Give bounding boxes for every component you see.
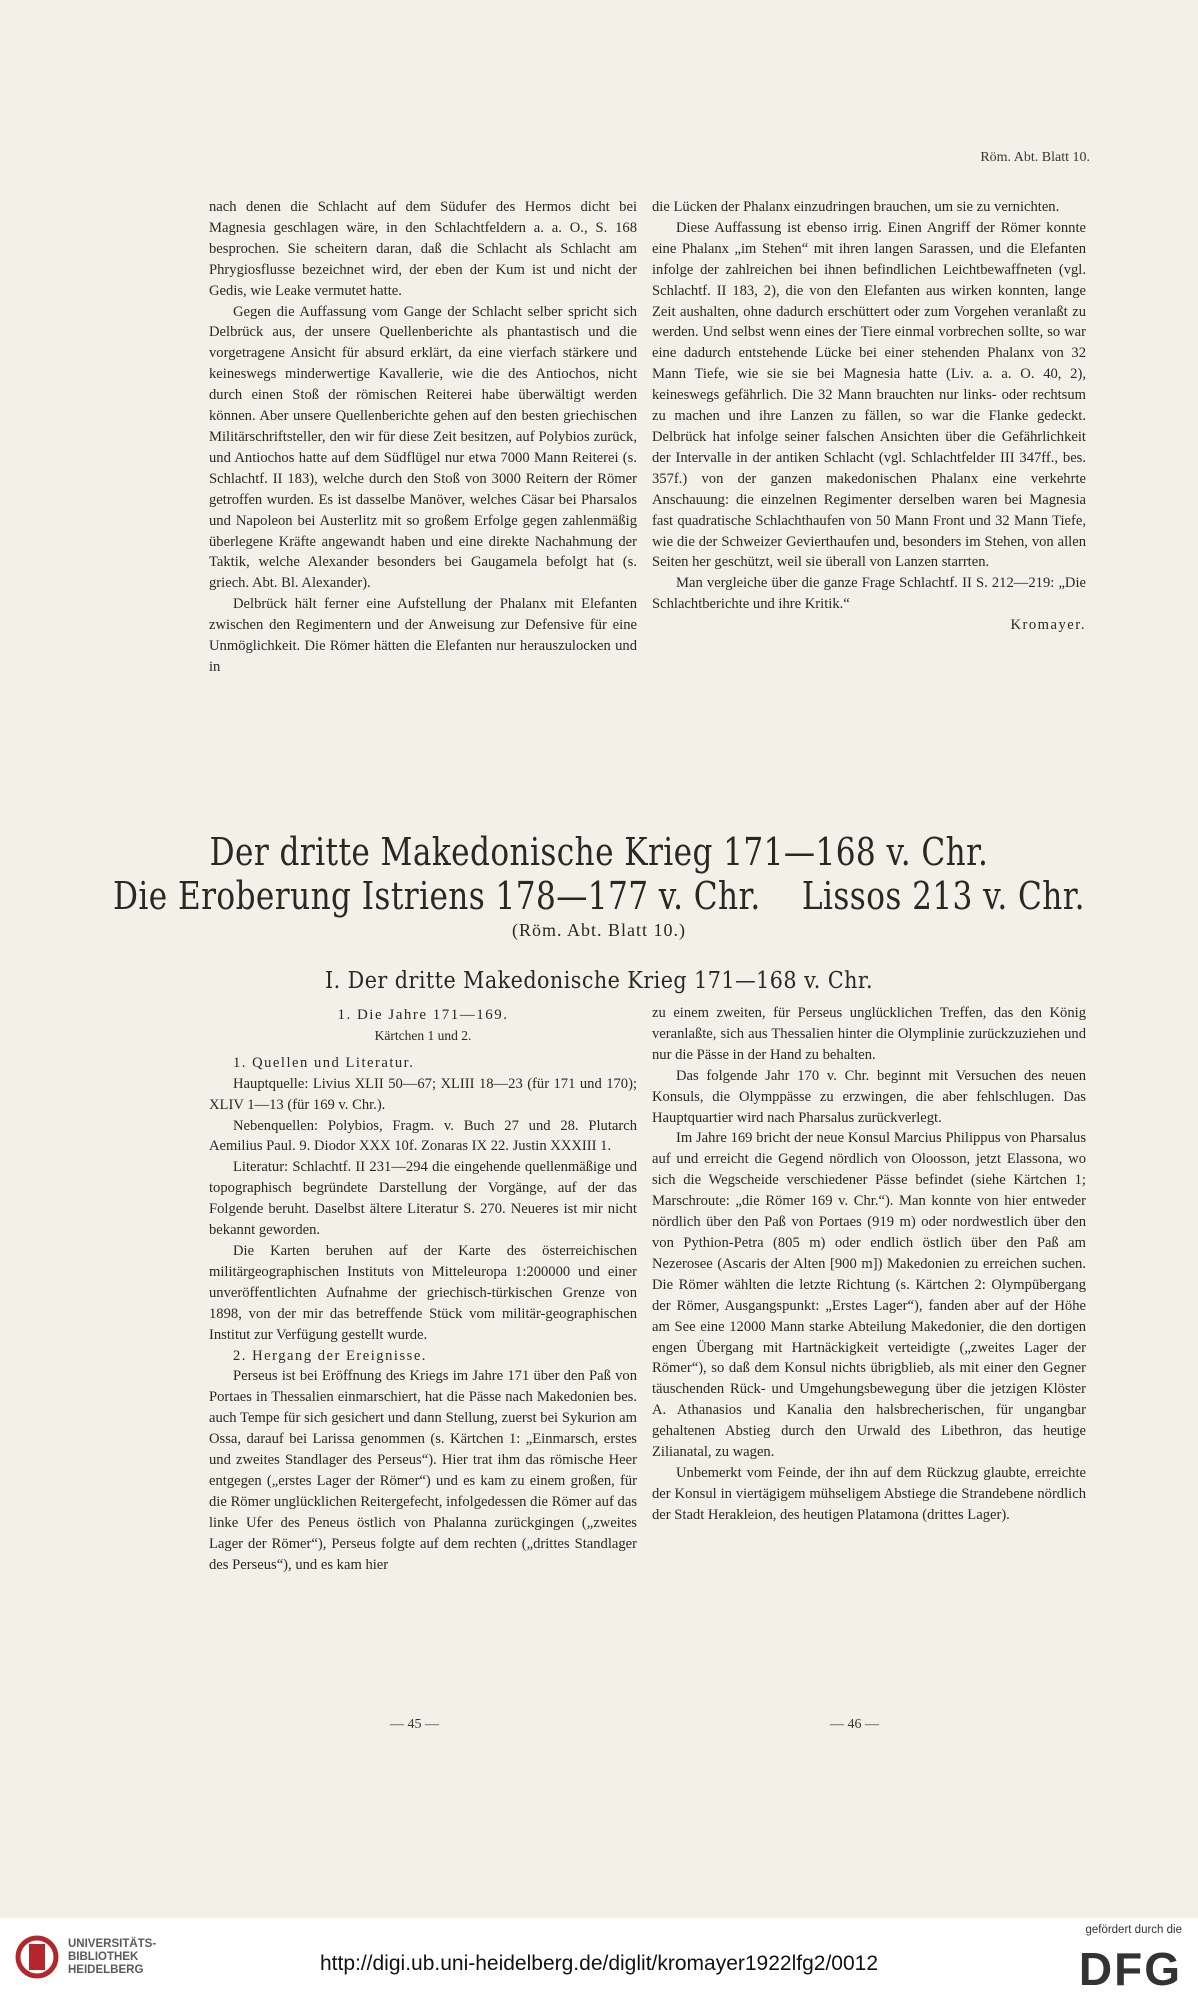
paragraph: Delbrück hält ferner eine Aufstellung der Phalanx mit Elefanten zwischen den Regimentern und der Anweisung zur Defensive für eine Unmöglichkeit. Die Römer hätten die Elefanten nur herauszulocken und in	[209, 596, 637, 675]
library-line: HEIDELBERG	[68, 1964, 144, 1976]
paragraph: zu einem zweiten, für Perseus unglücklichen Treffen, das den König veranlaßte, sich aus Thessalien hinter die Olymplinie zurückzuziehen und nur die Pässe in der Hand zu behalten.	[652, 1005, 1086, 1063]
paragraph: Unbemerkt vom Feinde, der ihn auf dem Rückzug glaubte, erreichte der Konsul in viertägigem mühseligem Abstiege die Strandebene nördlich der Stadt Herakleion, des heutigen Platamona (drittes Lager).	[652, 1464, 1086, 1523]
funding-note: gefördert durch die	[1085, 1924, 1182, 1936]
permalink-url[interactable]: http://digi.ub.uni-heidelberg.de/diglit/kromayer1922lfg2/0012	[319, 1952, 879, 1975]
page-number-left: — 45 —	[390, 1717, 439, 1732]
heading-events: 2. Hergang der Ereignisse.	[233, 1347, 427, 1364]
paragraph: Nebenquellen: Polybios, Fragm. v. Buch 27 und 28. Plutarch Aemilius Paul. 9. Diodor XXX 10f. Zonaras IX 22. Justin XXXIII 1.	[209, 1117, 637, 1155]
section-heading: I. Der dritte Makedonische Krieg 171—168 v. Chr.	[324, 968, 873, 994]
author-signature: Kromayer.	[1010, 617, 1086, 634]
top-left-column	[209, 197, 637, 678]
top-right-column	[652, 197, 1086, 636]
paragraph: Gegen die Auffassung vom Gange der Schlacht selber spricht sich Delbrück aus, der unsere Quellenberichte als phantastisch und die vorgetragene Ansicht für absurd erklärt, da eine vierfach stärkere und keineswegs minderwertige Kavallerie, wie die des Antiochos, nicht durch einen Stoß der römischen Reiterei habe überwältigt werden können. Aber unsere Quellenberichte gehen auf den besten griechischen Militärschriftsteller, den wir für diese Zeit besitzen, auf Polybios zurück, und Antiochos hatte auf dem Südflügel nur etwa 7000 Mann Reiterei (s. Schlachtf. II 183), welche durch den Stoß von 3000 Reitern der Römer getroffen wurden. Es ist dasselbe Manöver, welches Cäsar bei Pharsalos und Napoleon bei Austerlitz mit so großem Erfolge gegen zahlenmäßig überlegene Kräfte angewandt haben und eine direkte Nachahmung der Taktik, welche Alexander besonders bei Gaugamela befolgt hat (s. griech. Abt. Bl. Alexander).	[209, 303, 637, 592]
paragraph: Die Karten beruhen auf der Karte des österreichischen militärgeographischen Instituts von Mitteleuropa 1:200000 und einer unveröffentlichten Aufnahme der griechisch-türkischen Grenze von 1898, von der mir das betreffende Stück vom militär-geographischen Institut zur Verfügung gestellt wurde.	[209, 1242, 637, 1343]
paragraph: die Lücken der Phalanx einzudringen brauchen, um sie zu vernichten.	[652, 199, 1060, 215]
paragraph: Perseus ist bei Eröffnung des Kriegs im Jahre 171 über den Paß von Portaes in Thessalien einmarschiert, hat die Pässe nach Makedonien bes. auch Tempe für sich gesichert und dann Stellung, zuerst bei Sykurion am Ossa, darauf bei Larissa genommen (s. Kärtchen 1: „Einmarsch, erstes und zweites Standlager des Perseus“). Hier trat ihm das römische Heer entgegen („erstes Lager der Römer“) und es kam zu einem großen, für die Römer unglücklichen Reitergefecht, infolgedessen die Römer auf das linke Ufer des Peneus östlich von Phalanna zurückgingen („zweites Lager der Römer“), Perseus folgte auf dem rechten („drittes Standlager des Perseus“), und es kam hier	[209, 1368, 637, 1573]
map-reference: Kärtchen 1 und 2.	[374, 1027, 472, 1043]
subtitle: (Röm. Abt. Blatt 10.)	[512, 920, 686, 940]
paragraph: Im Jahre 169 bricht der neue Konsul Marcius Philippus von Pharsalus auf und erreicht die Gegend nördlich von Oloosson, jetzt Elassona, wo sich die Wegscheide verschiedener Pässe befindet (siehe Kärtchen 1; Marschroute: „die Römer 169 v. Chr.“). Man konnte von hier entweder nördlich über den Paß von Portaes (919 m) oder nordwestlich über den von Pythion-Petra (805 m) oder endlich östlich über den Paß am Nezerosee (Ascaris der Alten [900 m]) Makedonien zu erreichen suchen. Die Römer wählten die letzte Richtung (s. Kärtchen 2: Olympübergang der Römer, Ausgangspunkt: „Erstes Lager“), fanden aber auf der Höhe am See eine 12000 Mann starke Abteilung Makedonier, die den dortigen engen Übergang mit Hartnäckigkeit verteidigte („zweites Lager der Römer“), so daß dem Konsul nichts übrigblieb, als mit einer den Gegner täuschenden Rück- und Umgehungsbewegung über die jetzigen Klöster A. Athanasios und Kanalia den halsbrecherischen, für ungangbar gehaltenen Abstieg durch den Urwald des Libethron, das heutige Zilianatal, zu wagen.	[652, 1130, 1086, 1461]
library-line: BIBLIOTHEK	[68, 1951, 139, 1963]
paragraph: Man vergleiche über die ganze Frage Schlachtf. II S. 212—219: „Die Schlachtberichte und ihre Kritik.“	[652, 575, 1086, 613]
paragraph: Das folgende Jahr 170 v. Chr. beginnt mit Versuchen des neuen Konsuls, die Olymppässe zu erzwingen, die aber fehlschlugen. Das Hauptquartier wird nach Pharsalus zurückverlegt.	[652, 1067, 1086, 1126]
paragraph: Diese Auffassung ist ebenso irrig. Einen Angriff der Römer konnte eine Phalanx „im Stehen“ mit ihren langen Sarassen, und die Elefanten infolge der zahlreichen bei ihnen befindlichen Leichtbewaffneten (vgl. Schlachtf. II 183, 2), die von den Elefanten aus wirken konnten, lange Zeit aushalten, ohne dadurch erschüttert oder zum Vorgehen veranlaßt zu werden. Und selbst wenn eines der Tiere einmal vorbrechen sollte, so war eine dadurch entstehende Lücke bei einer stehenden Phalanx von 32 Mann Tiefe, wie sie sie bei Magnesia hatte (Liv. a. a. O. 40, 2), keineswegs gefährlich. Die 32 Mann brauchten nur links- oder rechtsum zu machen und ihre Lanzen zu fällen, so war die Flanke gedeckt. Delbrück hat infolge seiner falschen Ansichten über die Gefährlichkeit der Intervalle in der antiken Schlacht (vgl. Schlachtfelder III 347ff., bes. 357f.) von der ganzen makedonischen Phalanx eine verkehrte Anschauung: die einzelnen Regimenter derselben waren bei Magnesia fast quadratische Schlachthaufen von 50 Mann Front und 32 Mann Tiefe, wie die der Schweizer Gevierthaufen und, besonders im Stehen, von allen Seiten her geschützt, weil sie überall von Lanzen starrten.	[652, 219, 1086, 571]
dfg-logo[interactable]: DFG	[1078, 1943, 1182, 1995]
page-number-right: — 46 —	[830, 1717, 879, 1732]
library-line: UNIVERSITÄTS-	[68, 1938, 157, 1950]
main-title-line-2: Die Eroberung Istriens 178—177 v. Chr. Lissos 213 v. Chr.	[113, 874, 1085, 918]
bottom-right-column	[652, 1003, 1086, 1526]
bottom-left-column	[209, 1005, 637, 1575]
running-head: Röm. Abt. Blatt 10.	[980, 150, 1090, 165]
sub-heading: 1. Die Jahre 171—169.	[337, 1007, 509, 1023]
paragraph: Hauptquelle: Livius XLII 50—67; XLIII 18—23 (für 171 und 170); XLIV 1—13 (für 169 v. Chr.).	[209, 1075, 637, 1113]
heading-sources: 1. Quellen und Literatur.	[233, 1054, 415, 1071]
paragraph: nach denen die Schlacht auf dem Südufer des Hermos dicht bei Magnesia geschlagen wäre, in den Schlachtfeldern a. a. O., S. 168 besprochen. Sie scheitern daran, daß die Schlacht als Schlacht am Phrygiosflusse bezeichnet wird, der eben der Kum ist und nicht der Gedis, wie Leake vermutet hatte.	[209, 199, 637, 299]
main-title-line-1: Der dritte Makedonische Krieg 171—168 v. Chr.	[209, 830, 989, 874]
paragraph: Literatur: Schlachtf. II 231—294 die eingehende quellenmäßige und topographisch begründete Darstellung der Vorgänge, auf der das Folgende beruht. Daselbst ältere Literatur S. 270. Neueres ist mir nicht bekannt geworden.	[209, 1159, 637, 1239]
